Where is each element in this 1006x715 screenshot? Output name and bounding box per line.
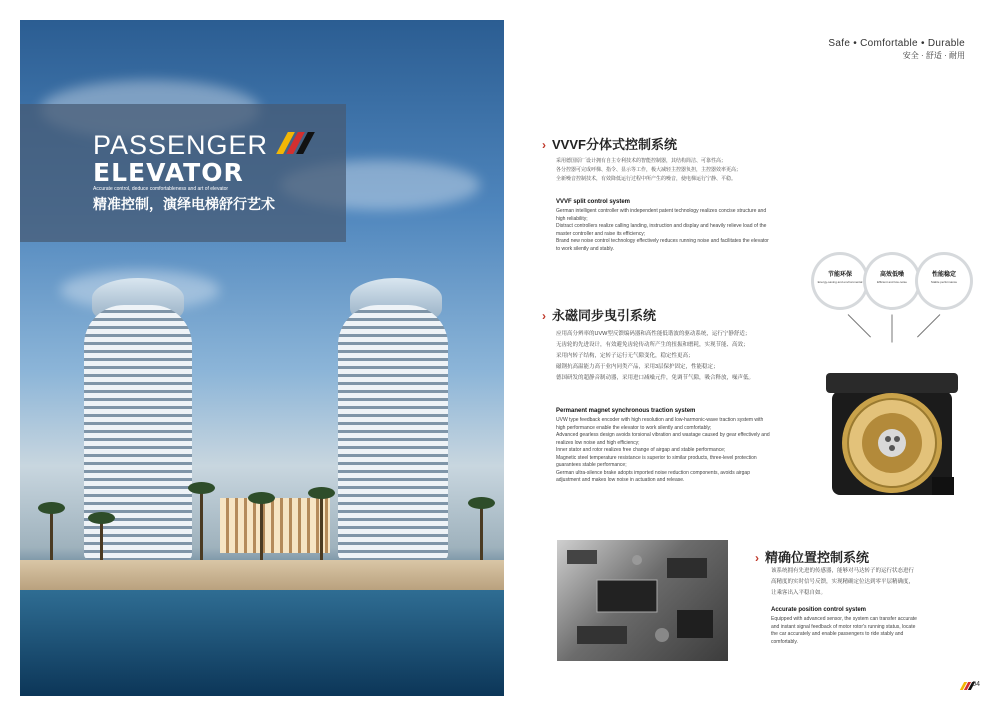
cover-title-line2: ELEVATOR <box>93 158 244 187</box>
pm-en-line: Advanced gearless design avoids torsional vibration and wastage caused by gear effectively and <box>556 432 770 438</box>
pos-en-line: comfortably. <box>771 638 798 645</box>
pos-body-cn <box>771 566 951 599</box>
lake <box>20 590 504 696</box>
pm-en-line: high performance enable the elevator to work silently and comfortably; <box>556 424 712 431</box>
vvvf-body-en <box>556 198 806 253</box>
chevron-right-icon: › <box>542 309 546 323</box>
badge-en: Energy-saving and environmental <box>817 280 863 284</box>
chevron-right-icon: › <box>755 551 759 565</box>
palm-tree <box>50 510 53 560</box>
cover-subtitle-cn: 精准控制，演绎电梯舒行艺术 <box>93 196 275 212</box>
section-title-pos <box>755 547 869 566</box>
pm-en-line: Inner stator and rotor realizes free change of airgap and stable performance; <box>556 447 726 453</box>
pm-en-line: Magnetic steel temperature resistance is superior to similar products, three-level protection <box>556 454 757 461</box>
section-title-pos-text: 精确位置控制系统 <box>765 550 870 565</box>
vvvf-cn-line: 采用德国原厂设计拥有自主专利技术的智能控制器，其结构简洁、可靠性高； <box>556 158 727 164</box>
pos-body-en <box>771 606 951 646</box>
section-title-vvvf-text: VVVF分体式控制系统 <box>552 137 677 152</box>
pm-cn-line: 德国研发的超静音制动器，采用进口减噪元件，免调节气隙，吸合释放，噪声低。 <box>556 375 755 381</box>
pos-en-line: Equipped with advanced sensor, the system can transfer accurate <box>771 616 917 622</box>
cover-title-line1: PASSENGER <box>93 130 269 160</box>
badge-efficient <box>866 255 918 307</box>
connector-line <box>892 315 893 343</box>
vvvf-en-line: to work silently and stably. <box>556 245 614 252</box>
palm-tree <box>260 500 263 560</box>
pos-en-title: Accurate position control system <box>771 607 867 613</box>
pm-en-line: German ultra-silence brake adopts imported noise reduction components, avoids airgap <box>556 469 750 476</box>
pm-en-line: adjustment and makes low noise in actuation and release. <box>556 477 685 483</box>
palm-tree <box>200 490 203 560</box>
pm-cn-line: 应用高分辨率的UVW型反馈编码器和高性能低谐波的驱动系统，运行宁静舒适； <box>556 331 751 337</box>
vvvf-en-line: Distract controllers realize calling landing, instruction and display and heavily relieve load of the <box>556 223 767 229</box>
cover-subtitle-en: Accurate control, deduce comfortableness and art of elevator <box>93 186 229 192</box>
pm-en-line: realizes low noise and high efficiency; <box>556 439 640 446</box>
chevron-right-icon: › <box>542 138 546 152</box>
section-title-pm <box>542 305 656 324</box>
brand-stripes <box>278 132 318 154</box>
pm-body-cn <box>556 329 796 384</box>
vvvf-en-line: Brand new noise control technology effectively reduces running noise and facilitates the elevator <box>556 238 769 244</box>
badge-en: Stable performance <box>930 280 958 284</box>
badge-en: Efficient and low-noise <box>877 280 907 284</box>
vvvf-cn-line: 各分控器可完成呼梯、指令、显示等工作，极大减轻主控器负担，主控器效率更高； <box>556 167 742 173</box>
palm-tree <box>320 495 323 560</box>
pos-en-line: and instant signal feedback of motor rotor's running status, locate <box>771 623 916 630</box>
pos-cn-line: 该系统拥有先进的传感器，能够对马达转子的运行状态进行 <box>771 568 915 574</box>
vvvf-en-line: high reliability; <box>556 215 588 222</box>
vvvf-body-cn <box>556 157 804 184</box>
badge-cn: 性能稳定 <box>931 272 956 278</box>
palm-tree <box>100 520 103 560</box>
vvvf-en-title: VVVF split control system <box>556 199 631 205</box>
badge-cn: 高效低噪 <box>879 272 904 278</box>
vvvf-en-line: German intelligent controller with independent patent technology realizes concise structure and <box>556 208 767 214</box>
pm-en-line: UVW type feedback encoder with high resolution and low-harmonic-wave traction system with <box>556 417 764 423</box>
pm-body-en <box>556 407 806 485</box>
palm-tree <box>480 505 483 560</box>
pos-en-line: the car accurately and enable passengers to ride stably and <box>771 631 904 637</box>
badge-energy-saving <box>814 255 866 307</box>
traction-motor-image <box>826 373 958 501</box>
badge-stable <box>918 255 970 307</box>
pm-en-line: guarantees stable performance; <box>556 462 627 468</box>
pm-en-title: Permanent magnet synchronous traction system <box>556 408 696 414</box>
connector-line <box>917 314 940 337</box>
tagline-cn: 安全 · 舒适 · 耐用 <box>902 51 965 60</box>
tagline-en: Safe • Comfortable • Durable <box>828 38 965 49</box>
circuit-board-image <box>557 540 728 661</box>
section-title-vvvf <box>542 134 677 153</box>
pos-cn-line: 高精度的实时信号反馈，实现精确定位达到零平层精确度， <box>771 579 915 585</box>
page-number: 04 <box>972 681 980 688</box>
page-number-stripes <box>961 682 973 690</box>
section-title-pm-text: 永磁同步曳引系统 <box>552 308 657 323</box>
vvvf-en-line: master controller and raise its efficiency; <box>556 230 646 237</box>
podium-building <box>220 498 330 553</box>
vvvf-cn-line: 全新噪音控制技术，有效降低运行过程中所产生的噪音，使电梯运行宁静、平稳。 <box>556 176 737 182</box>
badge-cn: 节能环保 <box>827 272 852 278</box>
connector-line <box>848 314 871 337</box>
pos-cn-line: 让乘客出入平稳自如。 <box>771 590 827 596</box>
pm-cn-line: 采用内转子结构，定转子运行无气隙变化，稳定性更高； <box>556 353 694 359</box>
tower-right <box>338 305 448 560</box>
beach <box>20 560 504 590</box>
pm-cn-line: 磁钢抗高温能力高于业内同类产品，采用3层保护固定，性能稳定； <box>556 364 719 370</box>
pm-cn-line: 无齿轮的先进设计，有效避免齿轮传动所产生的扭振和磨耗，实现节能、高效； <box>556 342 749 348</box>
